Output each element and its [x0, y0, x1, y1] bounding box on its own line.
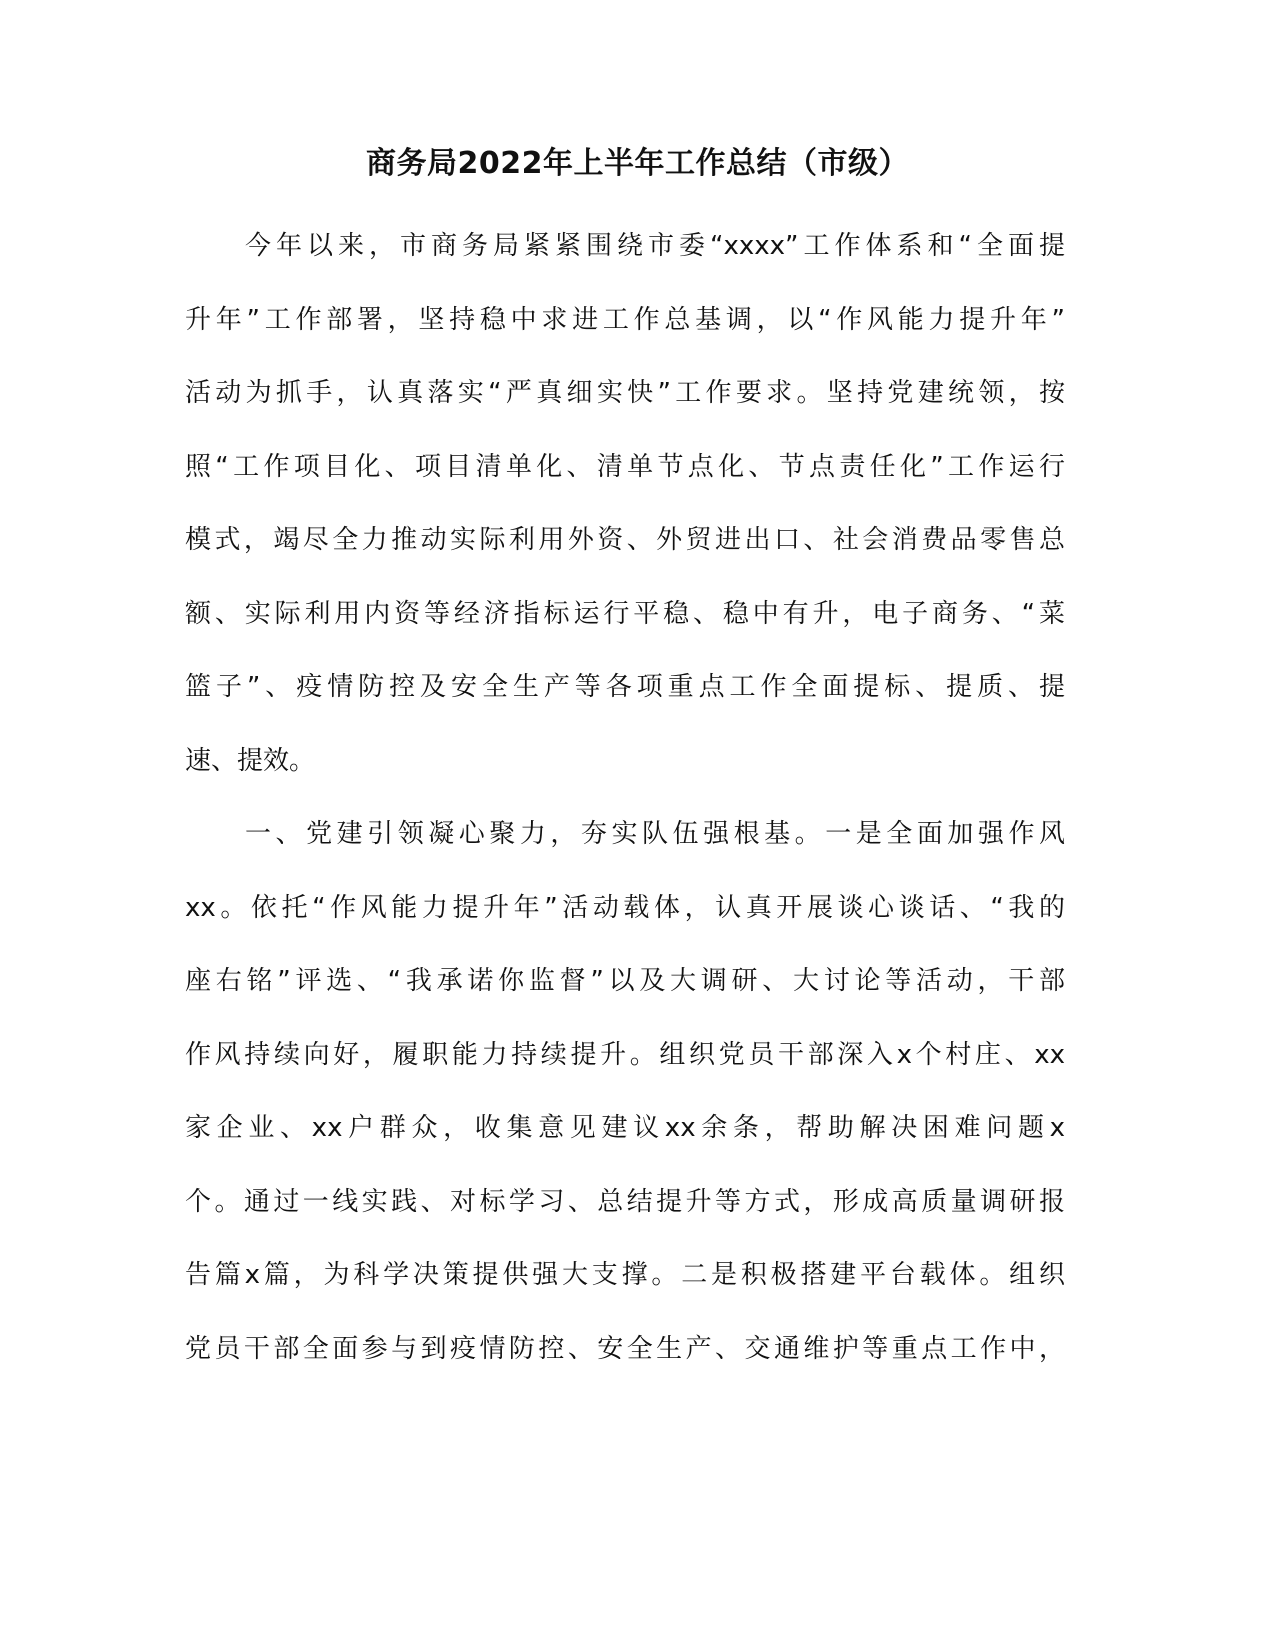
document-title: 商务局2022年上半年工作总结（市级）: [366, 146, 909, 181]
paragraph-line: 模式，竭尽全力推动实际利用外资、外贸进出口、社会消费品零售总: [185, 525, 1065, 555]
paragraph-line: 告篇x篇，为科学决策提供强大支撑。二是积极搭建平台载体。组织: [185, 1260, 1065, 1290]
paragraph-line: 作风持续向好，履职能力持续提升。组织党员干部深入x个村庄、xx: [185, 1040, 1065, 1070]
paragraph-line: 活动为抓手，认真落实“严真细实快”工作要求。坚持党建统领，按: [185, 378, 1065, 408]
paragraph-line: xx。依托“作风能力提升年”活动载体，认真开展谈心谈话、“我的: [185, 893, 1065, 923]
paragraph-line: 速、提效。: [185, 746, 316, 776]
paragraph-line: 个。通过一线实践、对标学习、总结提升等方式，形成高质量调研报: [185, 1187, 1065, 1217]
paragraph-line: 篮子”、疫情防控及安全生产等各项重点工作全面提标、提质、提: [185, 672, 1065, 702]
paragraph-line: 党员干部全面参与到疫情防控、安全生产、交通维护等重点工作中，: [185, 1334, 1065, 1364]
paragraph-line: 照“工作项目化、项目清单化、清单节点化、节点责任化”工作运行: [185, 452, 1065, 482]
paragraph-line: 一、党建引领凝心聚力，夯实队伍强根基。一是全面加强作风: [245, 819, 1065, 849]
paragraph-line: 升年”工作部署，坚持稳中求进工作总基调，以“作风能力提升年”: [185, 305, 1065, 335]
paragraph-line: 今年以来，市商务局紧紧围绕市委“xxxx”工作体系和“全面提: [245, 231, 1065, 261]
paragraph-line: 家企业、xx户群众，收集意见建议xx余条，帮助解决困难问题x: [185, 1113, 1065, 1143]
paragraph-line: 座右铭”评选、“我承诺你监督”以及大调研、大讨论等活动，干部: [185, 966, 1065, 996]
paragraph-line: 额、实际利用内资等经济指标运行平稳、稳中有升，电子商务、“菜: [185, 599, 1065, 629]
